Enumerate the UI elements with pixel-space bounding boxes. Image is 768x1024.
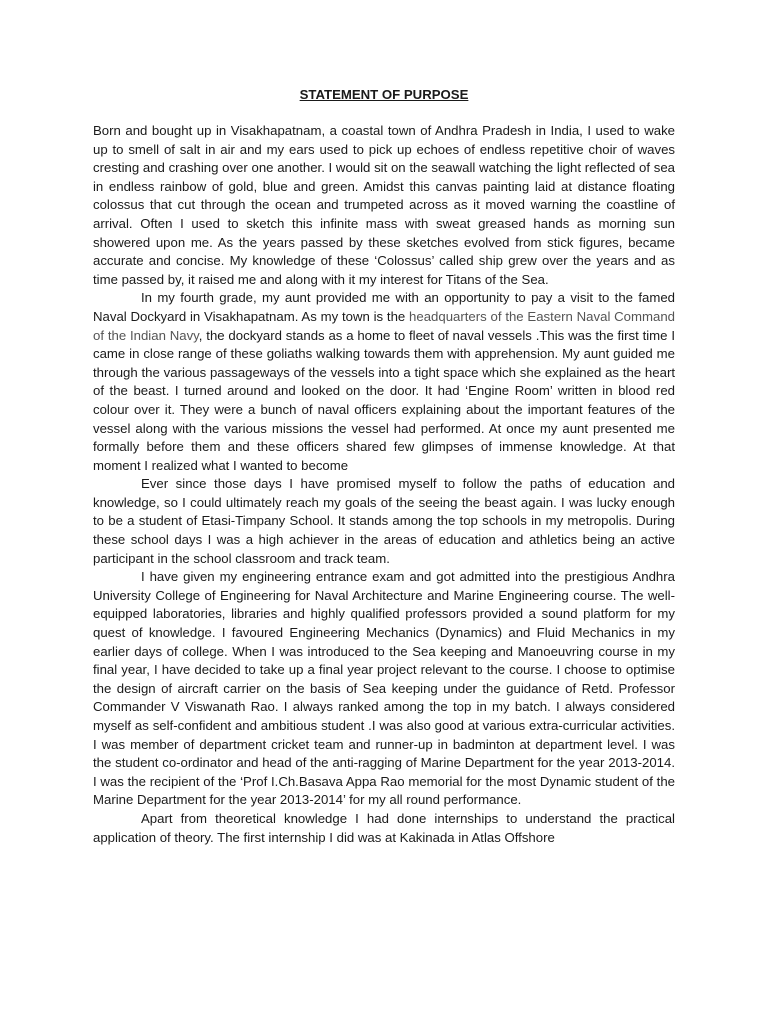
paragraph-dockyard-visit-text-start: In my fourth grade, my aunt provided me with an opportunity to pay a visit to the famed Naval Dockyard in Visakhapatnam. As my town is the bbox=[93, 290, 675, 324]
paragraph-dockyard-visit-highlight: headquarters of the Eastern Naval Command of the Indian Navy bbox=[93, 308, 675, 343]
document-page bbox=[93, 86, 675, 847]
paragraph-school: Ever since those days I have promised myself to follow the paths of education and knowledge, so I could ultimately reach my goals of the seeing the beast again. I was lucky enough to be a student of Etasi-Timpany School. It stands among the top schools in my metropolis. During these school days I was a high achiever in the areas of education and athletics being an active participant in the school classroom and track team. bbox=[93, 476, 675, 566]
paragraph-engineering: I have given my engineering entrance exam and got admitted into the prestigious Andhra University College of Engineering for Naval Architecture and Marine Engineering course. The well-equipped laboratories, libraries and highly qualified professors provided a sound platform for my quest of knowledge. I favoured Engineering Mechanics (Dynamics) and Fluid Mechanics in my earlier days of college. When I was introduced to the Sea keeping and Manoeuvring course in my final year, I have decided to take up a final year project relevant to the course. I choose to optimise the design of aircraft carrier on the basis of Sea keeping under the guidance of Retd. Professor Commander V Viswanath Rao. I always ranked among the top in my batch. I always considered myself as self-confident and ambitious student .I was also good at various extra-curricular activities. I was member of department cricket team and runner-up in badminton at department level. I was the student co-ordinator and head of the anti-ragging of Marine Department for the year 2013-2014. I was the recipient of the ‘Prof I.Ch.Basava Appa Rao memorial for the most Dynamic student of the Marine Department for the year 2013-2014’ for my all round performance. bbox=[93, 569, 675, 808]
paragraph-dockyard-visit bbox=[93, 289, 675, 475]
paragraph-childhood: Born and bought up in Visakhapatnam, a coastal town of Andhra Pradesh in India, I used to wake up to smell of salt in air and my ears used to pick up echoes of endless repetitive choir of waves cresting and crashing over one another. I would sit on the seawall watching the light reflected of sea in endless rainbow of gold, blue and green. Amidst this canvas painting laid at distance floating colossus that cut through the ocean and trumpeted across as it moved warning the coastline of arrival. Often I used to sketch this infinite mass with sweat greased hands as morning sun showered upon me. As the years passed by these sketches evolved from stick figures, became accurate and concise. My knowledge of these ‘Colossus’ called ship grew over the years and as time passed by, it raised me and along with it my interest for Titans of the Sea. bbox=[93, 123, 675, 287]
document-title: STATEMENT OF PURPOSE bbox=[299, 87, 469, 102]
paragraph-internships: Apart from theoretical knowledge I had done internships to understand the practical application of theory. The first internship I did was at Kakinada in Atlas Offshore bbox=[93, 810, 675, 845]
paragraph-dockyard-visit-text-end: , the dockyard stands as a home to fleet of naval vessels .This was the first time I came in close range of these goliaths walking towards them with apprehension. My aunt guided me through the various passageways of the vessels into a tight space which she explained as the heart of the beast. I turned around and looked on the door. It had ‘Engine Room’ written in blood red colour over it. They were a bunch of naval officers explaining about the important features of the vessel along with the various missions the vessel had performed. At once my aunt presented me formally before them and these officers shared few glimpses of immense knowledge. At that moment I realized what I wanted to become bbox=[93, 327, 675, 473]
